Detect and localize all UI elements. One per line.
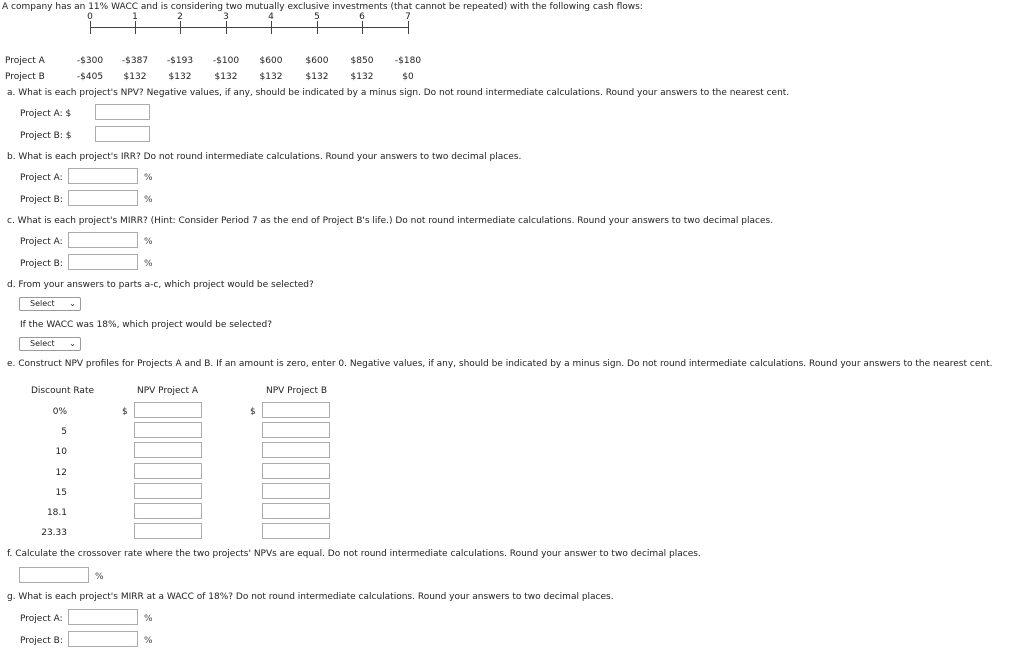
chevron-down-icon: ⌄ <box>69 339 76 348</box>
irr-a-percent: % <box>144 173 153 183</box>
npv-b-profile-input[interactable] <box>262 523 330 539</box>
timeline-tick <box>226 21 227 34</box>
mirr18-b-percent: % <box>144 636 153 646</box>
mirr-a-percent: % <box>144 237 153 247</box>
period-label: 5 <box>314 12 320 22</box>
question-d-text: d. From your answers to parts a-c, which project would be selected? <box>7 280 314 290</box>
npv-b-profile-input[interactable] <box>262 463 330 479</box>
mirr18-b-label: Project B: <box>20 636 63 646</box>
npv-a-profile-input[interactable] <box>134 523 202 539</box>
timeline-axis <box>90 27 408 28</box>
project-select-dropdown[interactable] <box>19 297 81 311</box>
mirr18-a-label: Project A: <box>20 614 63 624</box>
project-row-label: Project B <box>5 72 45 82</box>
npv-b-profile-input[interactable] <box>262 402 330 418</box>
cash-flow-value: -$193 <box>166 56 194 66</box>
cash-flow-value: -$300 <box>76 56 104 66</box>
discount-rate-label: 10 <box>55 447 67 458</box>
discount-rate-label: 18.1 <box>46 508 67 518</box>
npv-a-input[interactable] <box>95 104 150 120</box>
npv-a-profile-input[interactable] <box>134 503 202 519</box>
period-label: 3 <box>223 12 229 22</box>
question-a-text: a. What is each project's NPV? Negative values, if any, should be indicated by a minus sign. Do not round intermediate calculations. Round your answers to the nearest cent. <box>7 88 790 98</box>
project-select-wacc18-value: Select <box>30 339 55 348</box>
mirr-b-input[interactable] <box>68 254 138 270</box>
cash-flow-value: -$100 <box>212 56 240 66</box>
cash-flow-value: $600 <box>259 56 283 66</box>
timeline-tick <box>408 21 409 34</box>
cash-flow-value: $132 <box>168 72 192 82</box>
crossover-rate-input[interactable] <box>19 567 89 583</box>
mirr-b-label: Project B: <box>20 259 63 269</box>
npv-a-profile-input[interactable] <box>134 463 202 479</box>
project-row-label: Project A <box>5 56 45 66</box>
cash-flow-value: $132 <box>123 72 147 82</box>
irr-a-label: Project A: <box>20 173 63 183</box>
timeline-tick <box>317 21 318 34</box>
cash-flow-value: $132 <box>259 72 283 82</box>
col-header-npv-a: NPV Project A <box>137 386 198 396</box>
chevron-down-icon: ⌄ <box>69 299 76 308</box>
problem-intro: A company has an 11% WACC and is considering two mutually exclusive investments (that cannot be repeated) with the following cash flows: <box>2 2 643 12</box>
timeline-tick <box>271 21 272 34</box>
irr-b-label: Project B: <box>20 195 63 205</box>
timeline-tick <box>362 21 363 34</box>
project-select-wacc18-dropdown[interactable] <box>19 337 81 351</box>
cash-flow-value: $132 <box>350 72 374 82</box>
crossover-percent: % <box>95 572 104 582</box>
npv-a-currency: $ <box>122 407 128 417</box>
mirr18-a-percent: % <box>144 614 153 624</box>
irr-b-percent: % <box>144 195 153 205</box>
cash-flow-value: -$405 <box>76 72 104 82</box>
discount-rate-label: 23.33 <box>41 528 67 539</box>
cash-flow-value: -$180 <box>394 56 422 66</box>
mirr-a-label: Project A: <box>20 237 63 247</box>
period-label: 2 <box>177 12 183 22</box>
npv-b-profile-input[interactable] <box>262 422 330 438</box>
discount-rate-label: 5 <box>61 427 67 438</box>
question-c-text: c. What is each project's MIRR? (Hint: Consider Period 7 as the end of Project B's life.) Do not round intermediate calculations. Round your answers to two decimal places. <box>7 216 774 226</box>
discount-rate-label: 15 <box>55 487 67 498</box>
col-header-npv-b: NPV Project B <box>266 386 328 396</box>
mirr-b-percent: % <box>144 259 153 269</box>
irr-b-input[interactable] <box>68 190 138 206</box>
cash-flow-value: $132 <box>214 72 238 82</box>
question-f-text: f. Calculate the crossover rate where the two projects' NPVs are equal. Do not round intermediate calculations. Round your answer to two decimal places. <box>7 549 701 559</box>
question-b-text: b. What is each project's IRR? Do not round intermediate calculations. Round your answers to two decimal places. <box>7 152 522 162</box>
npv-b-input[interactable] <box>95 126 150 142</box>
question-g-text: g. What is each project's MIRR at a WACC of 18%? Do not round intermediate calculations. Round your answers to two decimal places. <box>7 592 614 602</box>
timeline-tick <box>90 21 91 34</box>
npv-b-profile-input[interactable] <box>262 503 330 519</box>
cash-flow-value: $850 <box>350 56 374 66</box>
npv-b-profile-input[interactable] <box>262 442 330 458</box>
cash-flow-value: $132 <box>305 72 329 82</box>
npv-a-profile-input[interactable] <box>134 442 202 458</box>
discount-rate-label: 12 <box>55 467 67 478</box>
timeline-tick <box>135 21 136 34</box>
question-e-text: e. Construct NPV profiles for Projects A and B. If an amount is zero, enter 0. Negative values, if any, should be indicated by a minus sign. Do not round intermediate calculations. Round your answers to the nearest cent. <box>7 359 993 369</box>
npv-b-currency: $ <box>250 407 256 417</box>
cash-flow-value: -$387 <box>121 56 149 66</box>
period-label: 1 <box>132 12 138 22</box>
period-label: 7 <box>405 12 411 22</box>
timeline-tick <box>180 21 181 34</box>
irr-a-input[interactable] <box>68 168 138 184</box>
mirr-a-input[interactable] <box>68 232 138 248</box>
period-label: 6 <box>359 12 365 22</box>
npv-a-profile-input[interactable] <box>134 402 202 418</box>
col-header-discount-rate: Discount Rate <box>31 386 95 396</box>
npv-a-profile-input[interactable] <box>134 483 202 499</box>
npv-a-label: Project A: $ <box>20 109 72 119</box>
project-select-value: Select <box>30 299 55 308</box>
period-label: 4 <box>268 12 274 22</box>
cash-flow-value: $600 <box>305 56 329 66</box>
mirr18-a-input[interactable] <box>68 609 138 625</box>
npv-b-profile-input[interactable] <box>262 483 330 499</box>
period-label: 0 <box>87 12 93 22</box>
question-d-sub-text: If the WACC was 18%, which project would be selected? <box>20 320 272 330</box>
mirr18-b-input[interactable] <box>68 631 138 647</box>
npv-b-label: Project B: $ <box>20 131 72 141</box>
cash-flow-value: $0 <box>402 72 414 82</box>
discount-rate-label: 0% <box>52 407 67 417</box>
npv-a-profile-input[interactable] <box>134 422 202 438</box>
